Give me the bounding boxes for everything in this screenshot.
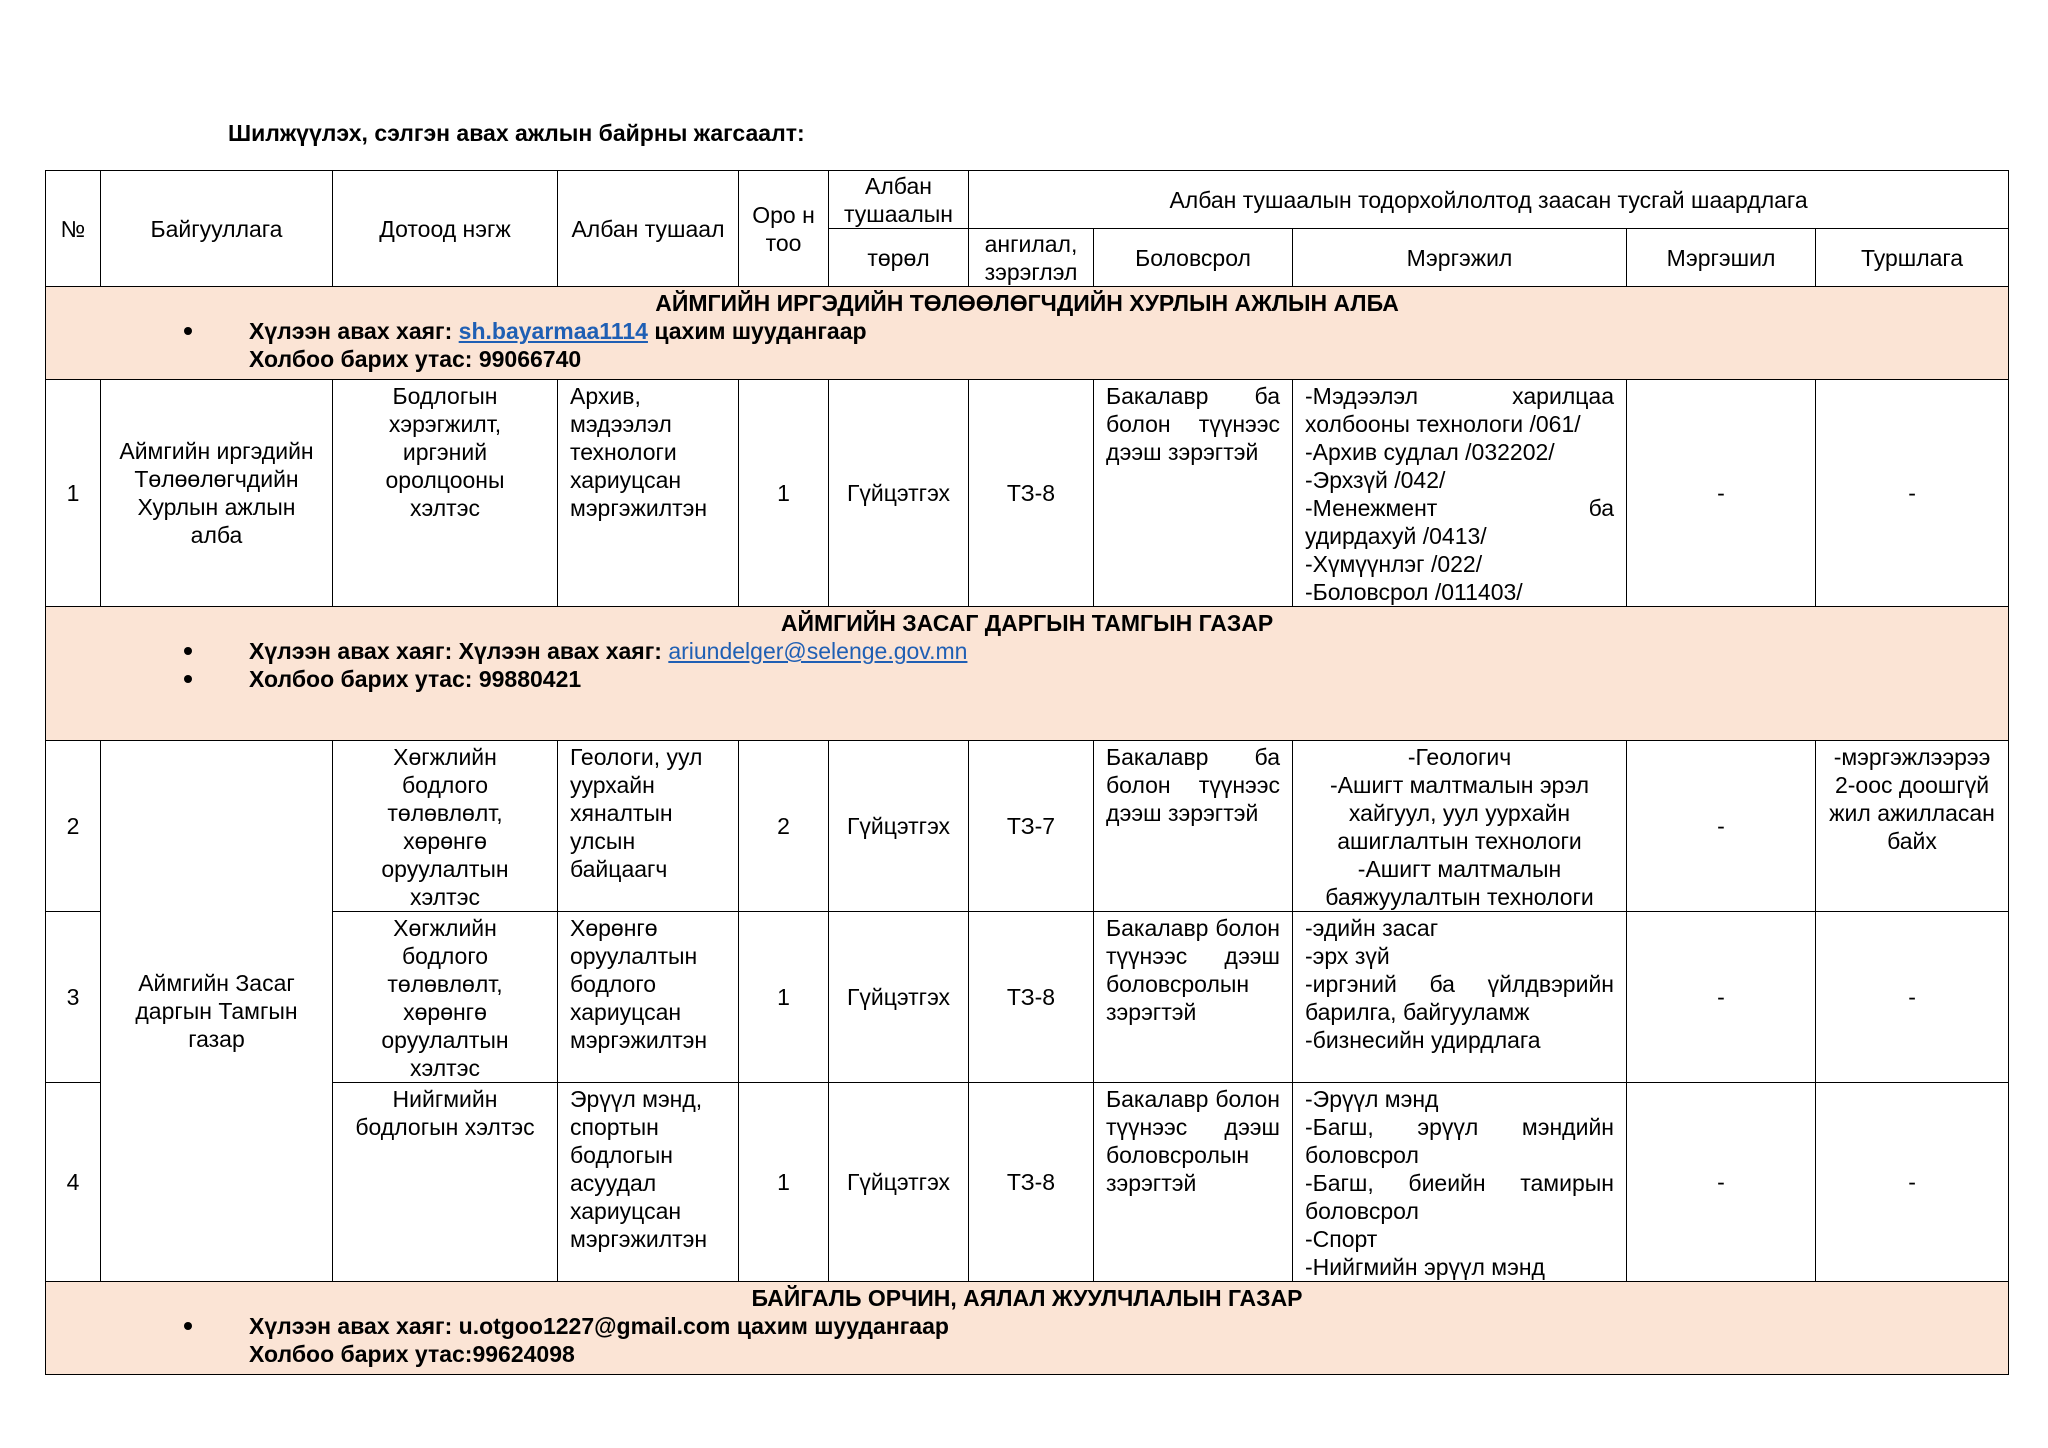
profession-line: боловсрол: [1305, 1198, 1419, 1224]
experience-cell: -: [1816, 912, 2009, 1083]
education-cell: Бакалавр болон түүнээс дээш боловсролын зэрэгтэй: [1094, 912, 1293, 1083]
section-title: АЙМГИЙН ЗАСАГ ДАРГЫН ТАМГЫН ГАЗАР: [780, 610, 1274, 636]
type-cell: Гүйцэтгэх: [829, 912, 969, 1083]
profession-line: -Эрүүл мэнд: [1305, 1086, 1439, 1112]
count-cell: 2: [739, 741, 829, 912]
table-row: [46, 1083, 2009, 1282]
profession-line: удирдахуй /0413/: [1305, 523, 1487, 549]
experience-cell: -: [1816, 1083, 2009, 1282]
education-cell: Бакалавр ба болон түүнээс дээш зэрэгтэй: [1094, 741, 1293, 912]
section-cell: [46, 287, 2009, 380]
profession-line: -Нийгмийн эрүүл мэнд: [1305, 1254, 1545, 1280]
profession-line: -Мэдээлэл харилцаа: [1305, 383, 1614, 409]
jobs-table: [45, 170, 2009, 1375]
type-cell: Гүйцэтгэх: [829, 380, 969, 607]
profession-line: -Багш, эрүүл мэндийн: [1305, 1114, 1614, 1140]
header-skill: Мэргэшил: [1627, 229, 1816, 287]
row-number: 2: [46, 741, 101, 912]
address-label: Хүлээн авах хаяг: Хүлээн авах хаяг:: [249, 638, 669, 664]
email-link[interactable]: ariundelger@selenge.gov.mn: [668, 638, 968, 664]
organization-cell: Аймгийн иргэдийн Төлөөлөгчдийн Хурлын ажлын алба: [101, 380, 333, 607]
section-phone-line: Холбоо барих утас: 99066740: [249, 346, 582, 372]
count-cell: 1: [739, 1083, 829, 1282]
type-cell: Гүйцэтгэх: [829, 1083, 969, 1282]
class-cell: ТЗ-8: [969, 380, 1094, 607]
header-type: төрөл: [829, 229, 969, 287]
header-position-group: Албан тушаалын: [829, 171, 969, 229]
header-unit: Дотоод нэгж: [333, 171, 558, 287]
profession-cell: [1293, 741, 1627, 912]
position-cell: Геологи, уул уурхайн хяналтын улсын байцаагч: [558, 741, 739, 912]
position-cell: Хөрөнгө оруулалтын бодлого хариуцсан мэргэжилтэн: [558, 912, 739, 1083]
row-number: 3: [46, 912, 101, 1083]
profession-line: -Ашигт малтмалын баяжуулалтын технологи: [1325, 856, 1594, 910]
count-cell: 1: [739, 912, 829, 1083]
position-cell: Эрүүл мэнд, спортын бодлогын асуудал хариуцсан мэргэжилтэн: [558, 1083, 739, 1282]
profession-line: -Геологич: [1407, 744, 1512, 770]
header-no: №: [46, 171, 101, 287]
section-phone-line: Холбоо барих утас:99624098: [249, 1341, 575, 1367]
section-row: [46, 607, 2009, 741]
section-row: [46, 287, 2009, 380]
profession-cell: [1293, 380, 1627, 607]
class-cell: ТЗ-8: [969, 912, 1094, 1083]
education-cell: Бакалавр болон түүнээс дээш боловсролын зэрэгтэй: [1094, 1083, 1293, 1282]
email-link[interactable]: sh.bayarmaa1114: [458, 318, 648, 344]
table-row: [46, 741, 2009, 912]
profession-line: -Хүмүүнлэг /022/: [1305, 551, 1483, 577]
row-number: 4: [46, 1083, 101, 1282]
class-cell: ТЗ-7: [969, 741, 1094, 912]
profession-line: холбооны технологи /061/: [1305, 411, 1581, 437]
profession-line: барилга, байгууламж: [1305, 999, 1530, 1025]
profession-line: боловсрол: [1305, 1142, 1419, 1168]
organization-cell: Аймгийн Засаг даргын Тамгын газар: [101, 741, 333, 1282]
header-class: ангилал, зэрэглэл: [969, 229, 1094, 287]
skill-cell: -: [1627, 1083, 1816, 1282]
profession-line: -Ашигт малтмалын эрэл хайгуул, уул уурхайн ашиглалтын технологи: [1330, 772, 1589, 854]
section-title: БАЙГАЛЬ ОРЧИН, АЯЛАЛ ЖУУЛЧЛАЛЫН ГАЗАР: [751, 1285, 1303, 1311]
profession-line: -Архив судлал /032202/: [1305, 439, 1555, 465]
row-number: 1: [46, 380, 101, 607]
section-address-line: [46, 637, 2008, 665]
type-cell: Гүйцэтгэх: [829, 741, 969, 912]
profession-line: -Спорт: [1305, 1226, 1378, 1252]
header-experience: Туршлага: [1816, 229, 2009, 287]
count-cell: 1: [739, 380, 829, 607]
experience-cell: -мэргэжлээрээ 2-оос доошгүй жил ажилласан байх: [1816, 741, 2009, 912]
skill-cell: -: [1627, 741, 1816, 912]
address-suffix: цахим шуудангаар: [647, 318, 867, 344]
profession-line: -иргэний ба үйлдвэрийн: [1305, 971, 1614, 997]
profession-line: -эдийн засаг: [1305, 915, 1439, 941]
section-row: [46, 1282, 2009, 1375]
table-row: [46, 380, 2009, 607]
section-cell: [46, 607, 2009, 741]
document-title: Шилжүүлэх, сэлгэн авах ажлын байрны жагсаалт:: [228, 120, 805, 146]
profession-line: -Багш, биеийн тамирын: [1305, 1170, 1614, 1196]
profession-line: -Боловсрол /011403/: [1305, 579, 1523, 605]
profession-line: -бизнесийн удирдлага: [1305, 1027, 1541, 1053]
profession-cell: [1293, 912, 1627, 1083]
profession-line: -эрх зүй: [1305, 943, 1390, 969]
section-address-line: [46, 317, 2008, 345]
table-header-row: [46, 171, 2009, 229]
education-cell: Бакалавр ба болон түүнээс дээш зэрэгтэй: [1094, 380, 1293, 607]
unit-cell: Хөгжлийн бодлого төлөвлөлт, хөрөнгө оруулалтын хэлтэс: [333, 912, 558, 1083]
header-profession: Мэргэжил: [1293, 229, 1627, 287]
unit-cell: Бодлогын хэрэгжилт, иргэний оролцооны хэлтэс: [333, 380, 558, 607]
skill-cell: -: [1627, 380, 1816, 607]
profession-line: -Эрхзүй /042/: [1305, 467, 1446, 493]
header-requirements-group: Албан тушаалын тодорхойлолтод заасан тусгай шаардлага: [969, 171, 2009, 229]
skill-cell: -: [1627, 912, 1816, 1083]
header-education: Боловсрол: [1094, 229, 1293, 287]
header-organization: Байгууллага: [101, 171, 333, 287]
section-title: АЙМГИЙН ИРГЭДИЙН ТӨЛӨӨЛӨГЧДИЙН ХУРЛЫН АЖЛЫН АЛБА: [655, 290, 1399, 316]
header-count: Оро н тоо: [739, 171, 829, 287]
section-address-line: Хүлээн авах хаяг: u.otgoo1227@gmail.com цахим шуудангаар: [46, 1312, 2008, 1340]
section-cell: [46, 1282, 2009, 1375]
profession-line: -Менежмент ба: [1305, 495, 1614, 521]
unit-cell: Нийгмийн бодлогын хэлтэс: [333, 1083, 558, 1282]
class-cell: ТЗ-8: [969, 1083, 1094, 1282]
experience-cell: -: [1816, 380, 2009, 607]
address-label: Хүлээн авах хаяг:: [249, 318, 459, 344]
header-position: Албан тушаал: [558, 171, 739, 287]
position-cell: Архив, мэдээлэл технологи хариуцсан мэргэжилтэн: [558, 380, 739, 607]
unit-cell: Хөгжлийн бодлого төлөвлөлт, хөрөнгө оруулалтын хэлтэс: [333, 741, 558, 912]
table-row: [46, 912, 2009, 1083]
profession-cell: [1293, 1083, 1627, 1282]
section-phone-line: Холбоо барих утас: 99880421: [46, 665, 2008, 693]
